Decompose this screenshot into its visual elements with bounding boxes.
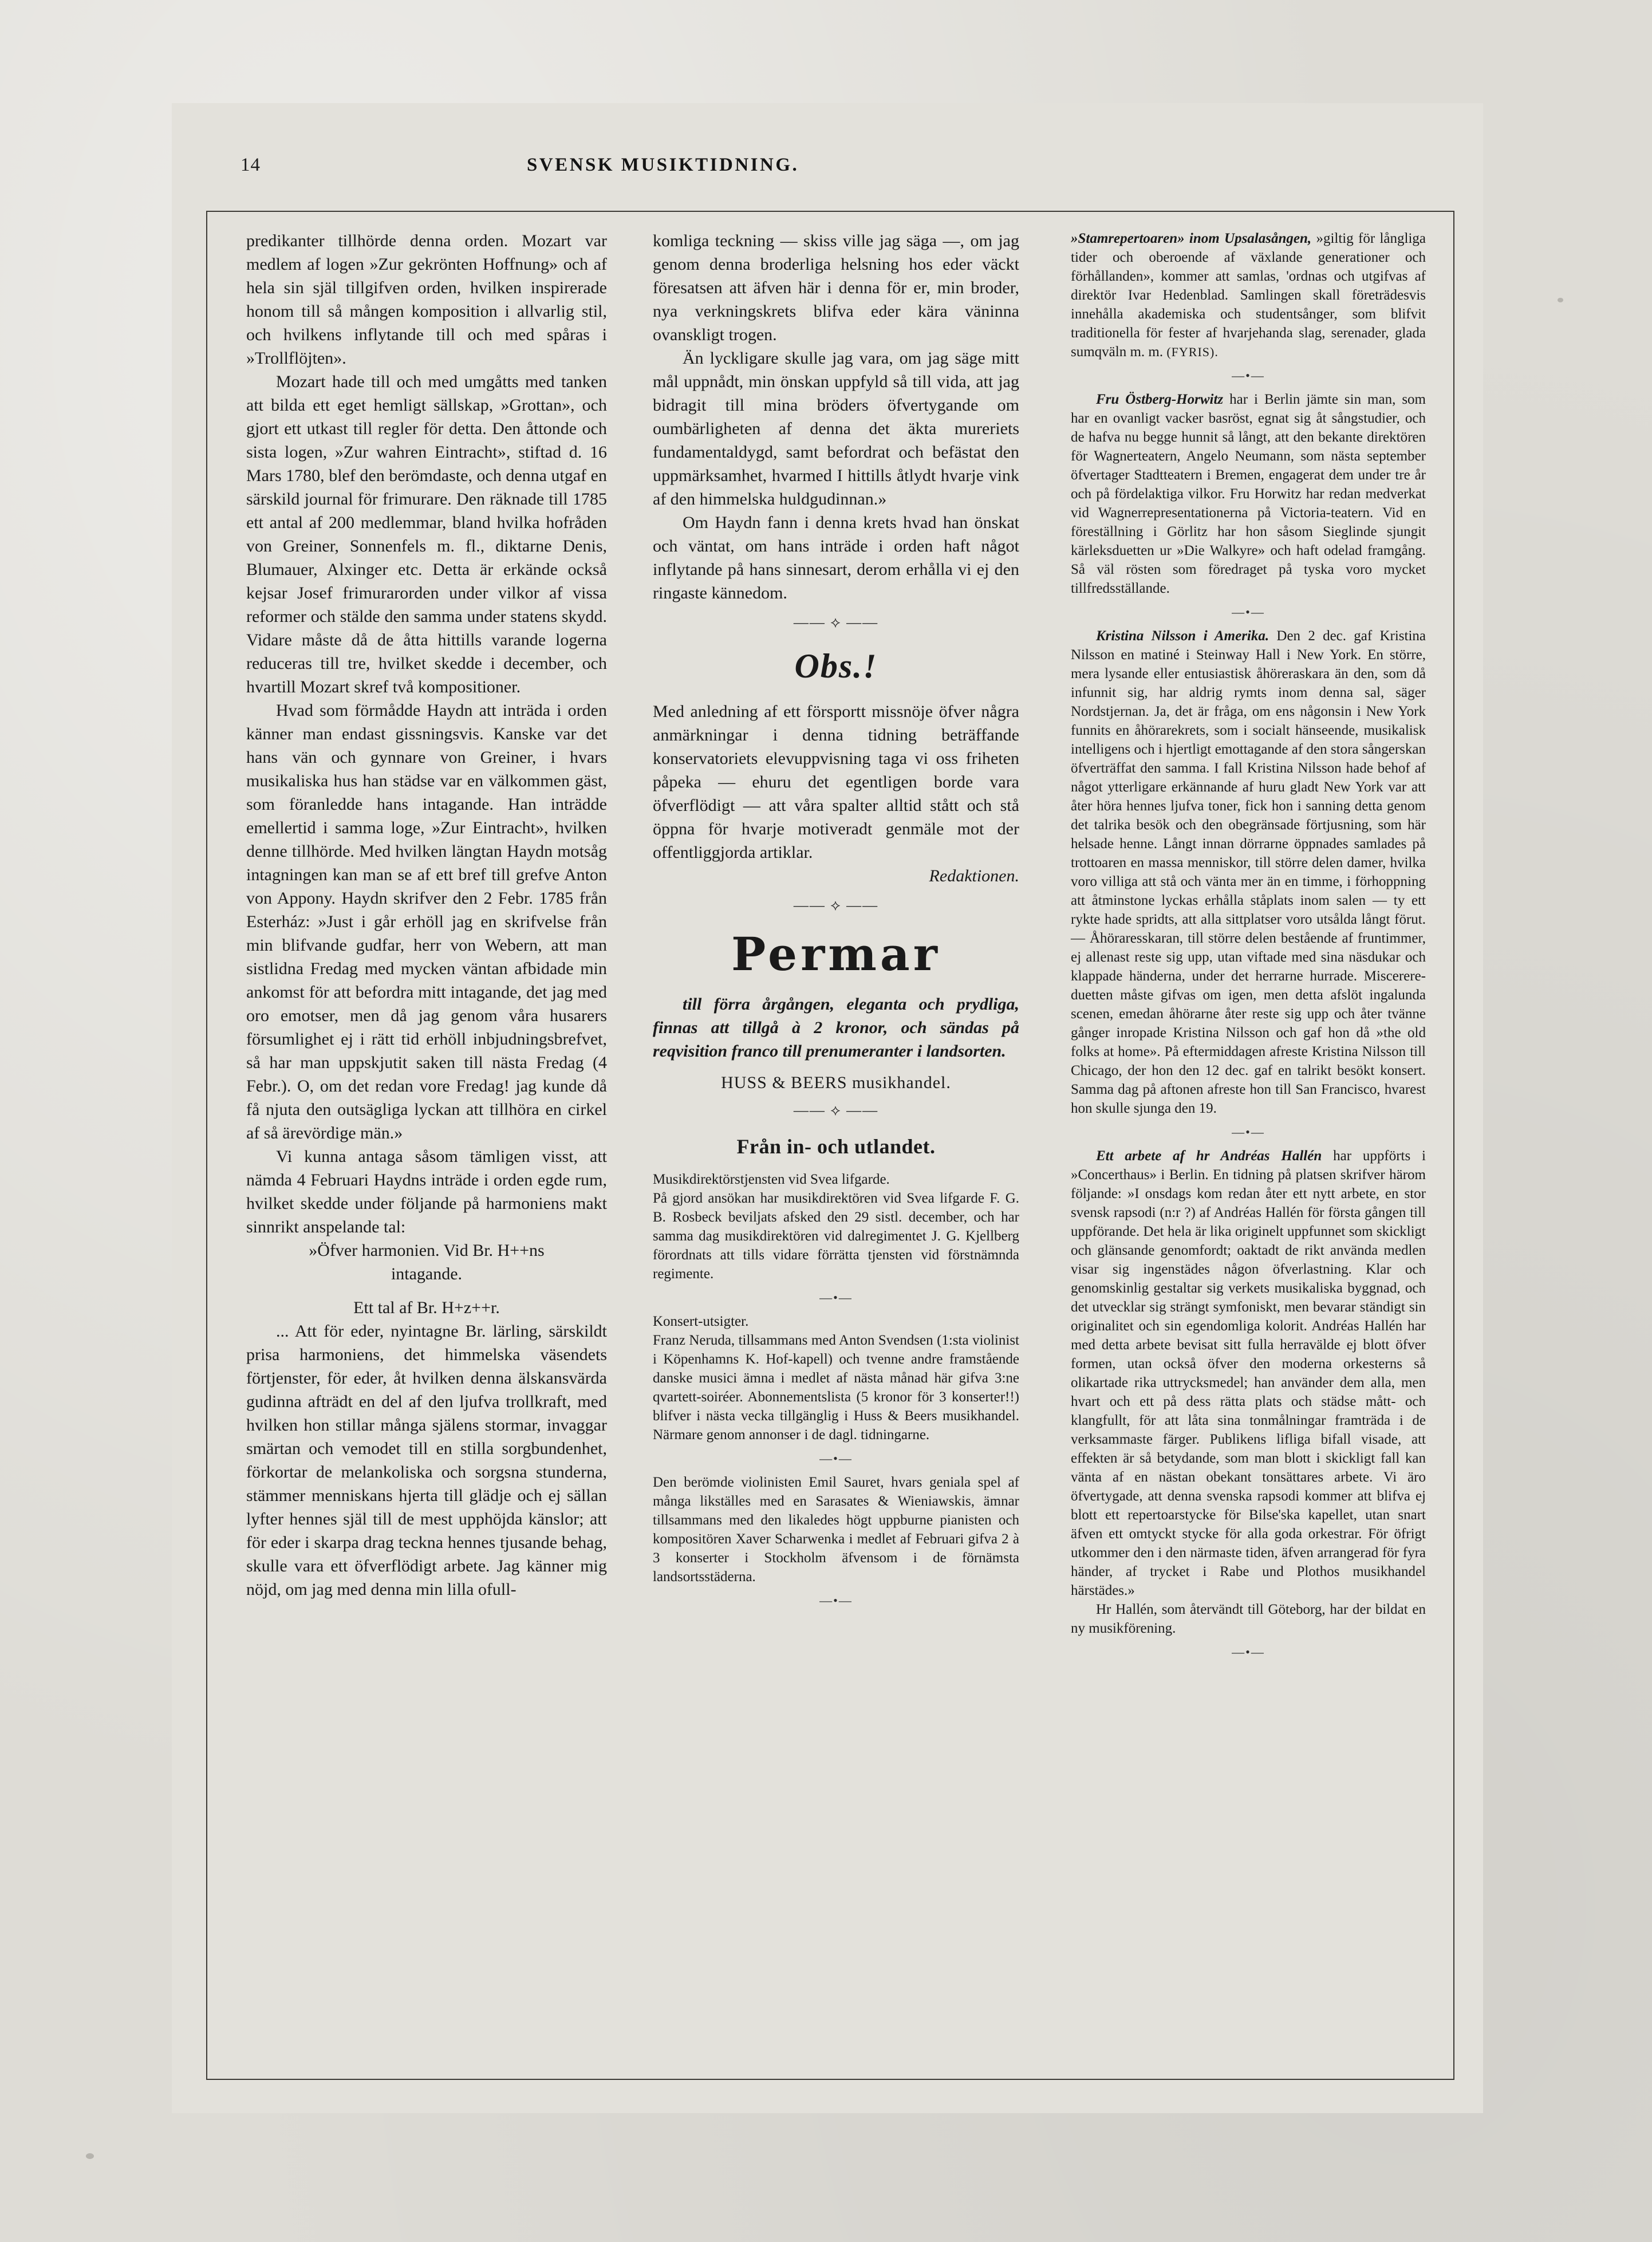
notice-lead [1071, 627, 1426, 1118]
paper-speck [1558, 298, 1563, 302]
permar-heading: Permar [731, 927, 941, 981]
fleuron-ornament: —— ⟡ —— [793, 614, 879, 631]
news-item-body: Franz Neruda, tillsammans med Anton Svendsen (1:sta violinist i Köpenhamns K. Hof-kapell) och tvenne andre framstående danske musici ämna i medlet af nästa månad här gifva 3:ne qvartett-soiréer. Abonnementslista (5 kronor för 3 konserter!!) blifver i nästa vecka tillgänglig i Huss & Beers musikhandel. Närmare genom annonser i de dagl. tidningarne. [653, 1333, 1019, 1443]
obs-body: Med anledning af ett försportt missnöje öfver några anmärkningar i denna tidning beträffande konservatoriets elevuppvisning taga vi oss friheten påpeka — ehuru det egentligen borde vara öfverflödigt — att våra spalter alltid stått och stå öppna för hvarje motiveradt genmäle mot der offentliggjorda artiklar. [653, 702, 1019, 862]
paragraph: komliga teckning — skiss ville jag säga —, om jag genom denna broderliga helsning hos eder väckt föresatsen att äfven här i denna för er, min broder, nya verkningskrets blifva eder kära väninna ovanskligt trogen. [653, 231, 1019, 344]
frame-rule-right [1453, 211, 1454, 2080]
notice-lead-title: Kristina Nilsson i Amerika. [1096, 628, 1269, 644]
small-divider: —•— [1232, 368, 1265, 383]
news-item-body: På gjord ansökan har musikdirektören vid Svea lifgarde F. G. B. Rosbeck beviljats afsked den 29 sistl. december, och har samma dag musikdirektören vid dalregimentet J. G. Kjellberg förordnats att tills vidare förrätta tjensten vid förstnämnda regimente. [653, 1191, 1019, 1282]
page-header [206, 155, 1454, 189]
notice-lead-title: »Stamrepertoaren» inom Upsalasången, [1071, 231, 1312, 246]
talk-body: ... Att för eder, nyintagne Br. lärling, särskildt prisa harmoniens, det himmelska väsendets förtjenster, för eder, åt hvilken denna älskansvärda gudinna afträdt en del af den ljufva trollkraft, med hvilken hon stillar många själens stormar, invaggar smärtan och vemodet till en stilla sorgbundenhet, förkortar de melankoliska och sorgsna stunderna, stämmer menniskans hjerta till glädje och ej sällan lyfter hennes själ till de mest upphöjda känslor; att för eder i skarpa drag teckna hennes tjusande behag, skulle vara ett öfverflödigt arbete. Jag känner mig nöjd, om jag med denna min lilla ofull- [246, 1322, 607, 1599]
paragraph: Mozart hade till och med umgåtts med tanken att bilda ett eget hemligt sällskap, »Grottan», och gjort ett utkast till regler för detta. Den åttonde och sista logen, »Zur wahren Eintracht», stiftad d. 16 Mars 1780, blef den berömdaste, och denna utgaf en särskild journal för frimurare. Den räknade till 1785 ett antal af 200 medlemmar, bland hvilka hofråden von Greiner, Sonnenfels m. fl., diktarne Denis, Blumauer, Alxinger etc. Detta är erkände också kejsar Josef frimurarorden under vilkor af vissa reformer och stälde den samma under statens skydd. Vidare måste då de åtta hittills varande logerna reduceras till tre, hvilket skedde i december, och hvartill Mozart skref två kompositioner. [246, 372, 607, 696]
running-head: SVENSK MUSIKTIDNING. [527, 155, 799, 175]
quote-line: »Öfver harmonien. Vid Br. H++ns [309, 1241, 545, 1260]
paragraph: Om Haydn fann i denna krets hvad han önskat och väntat, om hans inträde i orden haft något inflytande på hans sinnesart, derom erhålla vi ej den ringaste kännedom. [653, 513, 1019, 602]
small-divider: —•— [1232, 1645, 1265, 1659]
page-number: 14 [240, 155, 261, 175]
column-2 [653, 229, 1019, 1615]
notice-lead [1071, 390, 1426, 598]
talk-heading: Ett tal af Br. H+z++r. [353, 1298, 500, 1317]
small-divider: —•— [1232, 1125, 1265, 1139]
notice-lead [1071, 229, 1426, 361]
notice-body: »giltig för långliga tider och oberoende af växlande generationer och förhållanden», kommer att samlas, 'ordnas och utgifvas af direktör Ivar Hedenblad. Samlingen skall företrädesvis innehålla akademiska och studentsånger, som blifvit traditionella för fester af hvarjehanda slag, serenader, glada sumqväln m. m. [1071, 231, 1426, 360]
fleuron-ornament: —— ⟡ —— [793, 897, 879, 913]
paragraph: Vi kunna antaga såsom tämligen visst, att nämda 4 Februari Haydns inträde i orden egde rum, hvilket skedde under följande på harmoniens makt sinnrikt anspelande tal: [246, 1147, 607, 1236]
notice-body: Hr Hallén, som återvändt till Göteborg, har der bildat en ny musikförening. [1071, 1602, 1426, 1636]
small-divider: —•— [819, 1451, 853, 1465]
obs-heading: Obs.! [794, 647, 878, 685]
huss-beers-line: HUSS & BEERS musikhandel. [721, 1073, 951, 1092]
news-item-title: Konsert-utsigter. [653, 1314, 749, 1329]
small-divider: —•— [819, 1593, 853, 1607]
paragraph: predikanter tillhörde denna orden. Mozart var medlem af logen »Zur gekrönten Hoffnung» och af hela sin själ tillgifven orden, hvilken inspirerade honom till så mången komposition i allvarlig stil, och hvilkens inflytande till och med spåras i »Trollflöjten». [246, 231, 607, 368]
notice-lead [1071, 1146, 1426, 1600]
frame-rule-top [206, 211, 1454, 212]
small-divider: —•— [1232, 605, 1265, 619]
column-3 [1071, 229, 1426, 1666]
column-1 [246, 229, 607, 1601]
notice-body: har i Berlin jämte sin man, som har en ovanligt vacker basröst, egnat sig åt sångstudier, och de hafva nu begge hunnit så långt, att den bekante direktören för Wagnerteatern, Angelo Neumann, som nästa september öfvertager Stadtteatern i Bremen, engagerat dem under tre år och på fördelaktiga vilkor. Fru Horwitz har redan medverkat vid Wagnerrepresentationerna på Victoria-teatern. Vid en föreställning i Görlitz har hon såsom Sieglinde sjungit kärleksduetten ur »Die Walkyre» och haft odelad framgång. Så väl rösten som föredraget på tyska voro mycket tillfredsställande. [1071, 392, 1426, 596]
notice-body: har uppförts i »Concerthaus» i Berlin. En tidning på platsen skrifver härom följande: »I onsdags kom redan åter ett nytt arbete, en stor svensk rapsodi (n:r ?) af Andréas Hallén för första gången till uppförande. Det hela är lika originelt uppfunnet som skickligt och glänsande genomfordt; oaktadt de rikt använda medlen visar sig ingenstädes någon öfverlastning. Klar och genomskinlig gestaltar sig verkets musikaliska byggnad, och det utvecklar sig strängt symfoniskt, men bevarar ständigt sin originalitet och sin egendomliga kolorit. Andréas Hallén har med detta arbete bevisat sitt fulla herravälde ej blott öfver formen, utan också öfver den moderna orkesterns så olikartade rika uttrycksmedel; han använder dem alla, men hvart och ett på dess rätta plats och städse mått- och klangfullt, för att låta sina tonmålningar framträda i de verksammaste färger. Publikens lifliga bifall visade, att effekten är så betydande, som man blott i skickligt fall kan vänta af en nästan obekant tonsättares arbete. Vi äro öfvertygade, att denna svenska rapsodi kommer att blifva ej blott ett repertoarstycke för Bilse'ska kapellet, utan snart äfven ett omtyckt stycke för alla goda orkestrar. För öfrigt utkommer den i den närmaste tiden, äfven arrangerad för fyra händer, af trycket i Rabe und Plothos musikhandel härstädes.» [1071, 1148, 1426, 1598]
paragraph: Än lyckligare skulle jag vara, om jag säge mitt mål uppnådt, min önskan uppfyld så till vida, att jag bidragit till mina bröders öfvertygande om oumbärligheten af denna det äkta mureriets fundamentaldygd, samt befordrat och befästat den uppmärksamhet, hvarmed I hittills åtlydt hvarje vink af den himmelska huldgudinnan.» [653, 349, 1019, 509]
frame-rule-bottom [206, 2079, 1454, 2080]
paper-speck [86, 2153, 94, 2159]
paragraph: Hvad som förmådde Haydn att inträda i orden känner man endast gissningsvis. Kanske var det hans vän och gynnare von Greiner, i hvars musikaliska hus han städse var en välkommen gäst, som föranledde hans intagande. Han inträdde emellertid i samma loge, »Zur Eintracht», hvilken denne tillhörde. Med hvilken längtan Haydn motsåg intagningen kan man se af ett bref till grefve Anton von Appony. Haydn skrifver den 2 Febr. 1785 från Esterház: »Just i går erhöll jag en skrifvelse från min blifvande gudfar, herr von Webern, att man sistlidna Fredag med mycken väntan afbidade min ankomst för att befordra mitt intagande, det jag med oro emotser, men då jag genom våra husarers försumlighet ej i rätt tid erhöll inbjudningsbrefvet, så har man uppskjutit saken till nästa Fredag (4 Febr.). O, om det redan vore Fredag! jag kunde då få njuta den outsägliga lyckan att tillhöra en cirkel af så ärevördige män.» [246, 701, 607, 1142]
news-item-body: Den berömde violinisten Emil Sauret, hvars geniala spel af många likställes med en Sarasates & Wieniawskis, ämnar tillsammans med den likaledes högt uppburne pianisten och kompositören Xaver Scharwenka i medlet af Februari gifva 2 à 3 konserter i Stockholm äfvensom i de förnämsta landsortsstäderna. [653, 1475, 1019, 1585]
obs-signature: Redaktionen. [929, 866, 1019, 885]
notice-body: Den 2 dec. gaf Kristina Nilsson en matiné i Steinway Hall i New York. En större, mera lysande eller entusiastisk åhöreraskara än den, som då infunnit sig, har aldrig rymts inom denna sal, säger Nordstjernan. Ja, det är fråga, om ens någonsin i New York funnits en åhörarekrets, som i socialt hänseende, musikalisk intelligens och i hjertligt emottagande af den stora sångerskan öfverträffat den samma. I fall Kristina Nilsson hade behof af något ytterligare erkännande af huru gladt New York var att åter höra hennes ljufva toner, fick hon i sanning detta genom det talrika besök och den obegränsade förtjusning, som här helsade henne. Långt innan dörrarne öppnades samlades på trottoaren en massa menniskor, till större delen damer, hvilka voro villiga att stå och vänta mer än en timme, i förhoppning att åtminstone lyckas erhålla ståplats inom salen — ty ett rykte hade spridts, att alla sittplatser voro utsålda långt förut. — Åhöraresskaran, till större delen bestående af fruntimmer, ej allenast reste sig upp, utan viftade med sina näsdukar och klappade händerna, under det herrarne hurrade. Miscerere-duetten måste gifvas om igen, men detta afslöt ingalunda scenen, emedan åhörarne åter reste sig upp och åter tvänne gånger inropade Kristina Nilsson och gaf hon då »the old folks at home». På eftermiddagen afreste Kristina Nilsson till Chicago, der hon den 12 dec. gaf en talrikt besökt konsert. Samma dag på aftonen afreste hon till San Francisco, hvarest hon skulle sjunga den 19. [1071, 628, 1426, 1116]
quote-line: intagande. [391, 1264, 463, 1283]
frame-rule-left [206, 211, 207, 2080]
news-section-heading: Från in- och utlandet. [736, 1135, 936, 1158]
news-item-title: Musikdirektörstjensten vid Svea lifgarde. [653, 1172, 890, 1187]
notice-signature: (FYRIS). [1166, 345, 1219, 359]
fleuron-ornament: —— ⟡ —— [793, 1102, 879, 1118]
notice-lead-title: Fru Östberg-Horwitz [1096, 392, 1224, 407]
small-divider: —•— [819, 1290, 853, 1305]
permar-body: till förra årgången, eleganta och prydliga, finnas att tillgå à 2 kronor, och sändas på reqvisition franco till prenumeranter i landsorten. [653, 995, 1019, 1061]
notice-lead-title: Ett arbete af hr Andréas Hallén [1096, 1148, 1322, 1164]
